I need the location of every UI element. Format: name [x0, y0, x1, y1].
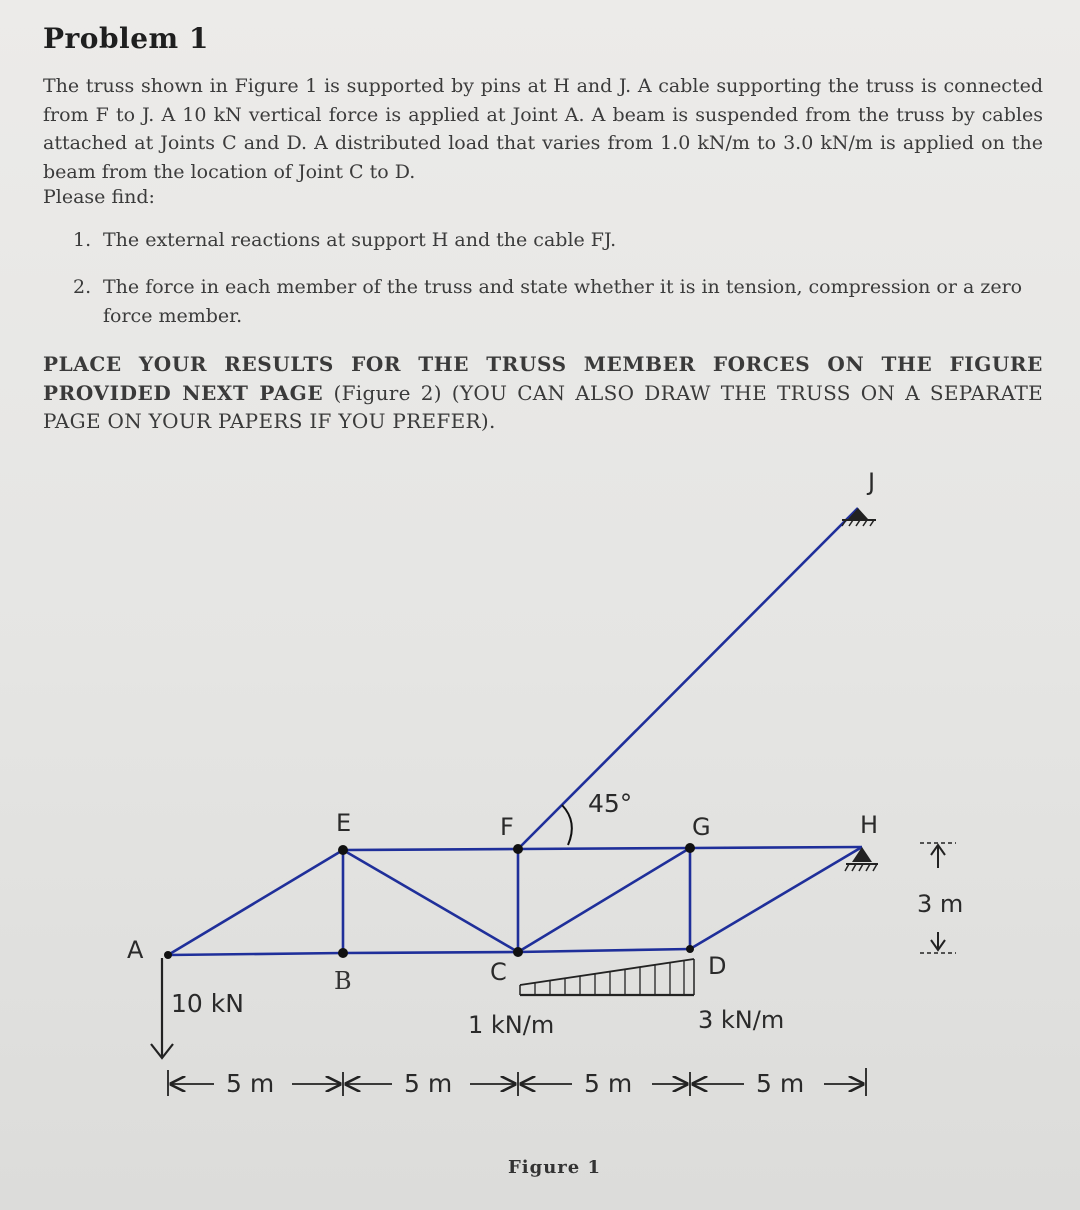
- pin-support-H-icon: [845, 847, 878, 871]
- member-CG: [518, 848, 690, 952]
- joint-C: [513, 947, 523, 957]
- label-F: F: [500, 813, 514, 841]
- member-CD: [518, 949, 690, 952]
- joint-B: [338, 948, 348, 958]
- problem-title: Problem 1: [43, 22, 209, 55]
- joint-G: [685, 843, 695, 853]
- task-text: The external reactions at support H and the cable FJ.: [103, 229, 617, 251]
- member-EC: [343, 850, 518, 952]
- truss-figure: [0, 440, 1080, 1200]
- label-B: B: [334, 967, 352, 995]
- force-arrow-icon: [151, 958, 173, 1058]
- problem-statement: The truss shown in Figure 1 is supported by pins at H and J. A cable supporting the truss is connected from F to J. A 10 kN vertical force is applied at Joint A. A beam is suspended from the truss by cables attached at Joints C and D. A distributed load that varies from 1.0 kN/m to 3.0 kN/m is applied on the beam from the location of Joint C to D.: [43, 75, 1043, 183]
- load-start-label: 1 kN/m: [468, 1011, 555, 1039]
- member-BC: [343, 952, 518, 953]
- label-C: C: [490, 958, 507, 986]
- load-end-label: 3 kN/m: [698, 1006, 785, 1034]
- member-AB: [168, 953, 343, 955]
- joint-A: [164, 951, 172, 959]
- label-D: D: [708, 952, 727, 980]
- label-H: H: [860, 811, 879, 839]
- figure-caption: Figure 1: [508, 1157, 602, 1178]
- joint-labels: [127, 468, 878, 995]
- task-text: The force in each member of the truss and state whether it is in tension, compression or a zero force member.: [103, 276, 1023, 327]
- label-E: E: [336, 809, 352, 837]
- span-label: 5 m: [404, 1069, 453, 1098]
- angle-arc: [562, 805, 572, 845]
- instruction-regular: (Figure 2) (YOU CAN ALSO DRAW THE TRUSS ON A SEPARATE PAGE ON YOUR PAPERS IF YOU PREFER).: [43, 380, 1043, 433]
- member-EF: [343, 849, 518, 850]
- member-AE: [168, 850, 343, 955]
- joint-E: [338, 845, 348, 855]
- joint-F: [513, 844, 523, 854]
- label-G: G: [692, 813, 711, 841]
- span-label: 5 m: [584, 1069, 633, 1098]
- span-label: 5 m: [756, 1069, 805, 1098]
- task-number: 2.: [73, 276, 92, 298]
- please-find-label: Please find:: [43, 186, 155, 208]
- cable-FJ: [518, 508, 858, 849]
- span-label: 5 m: [226, 1069, 275, 1098]
- task-number: 1.: [73, 229, 92, 251]
- member-GH: [690, 847, 862, 848]
- pin-support-J-icon: [842, 508, 876, 526]
- distributed-load: [520, 959, 694, 995]
- joint-D: [686, 945, 694, 953]
- member-DH: [690, 847, 862, 949]
- task-item-1: [73, 226, 616, 255]
- truss-members: [168, 508, 862, 955]
- angle-label: 45°: [588, 789, 633, 818]
- instruction-note: [43, 350, 1043, 436]
- task-item-2: [73, 273, 1043, 331]
- height-label: 3 m: [917, 890, 964, 918]
- instruction-bold: PLACE YOUR RESULTS FOR THE TRUSS MEMBER FORCES ON THE FIGURE PROVIDED NEXT PAGE: [43, 352, 1043, 405]
- force-label: 10 kN: [171, 989, 244, 1018]
- label-A: A: [127, 936, 144, 964]
- member-FG: [518, 848, 690, 849]
- label-J: J: [868, 468, 876, 496]
